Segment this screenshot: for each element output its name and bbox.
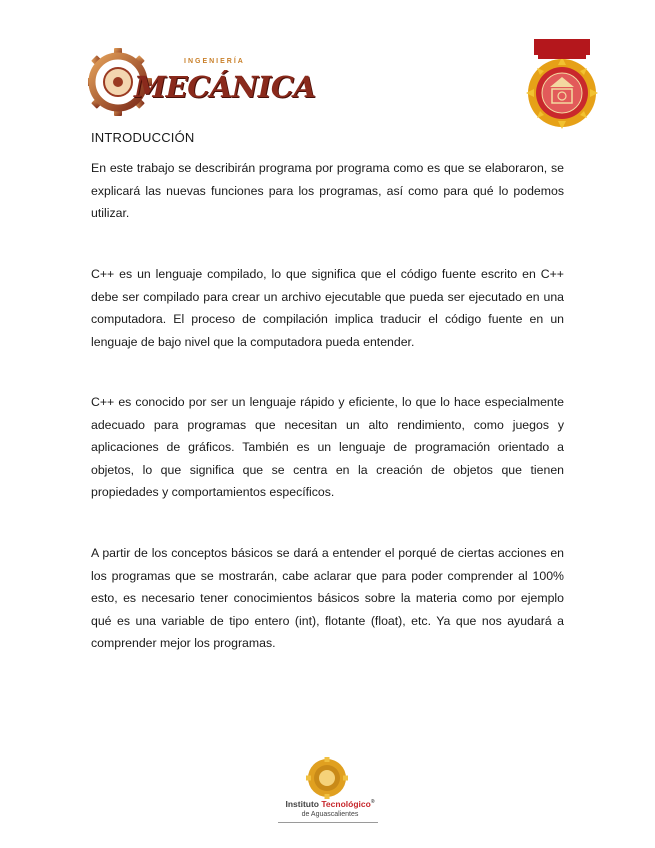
page-heading: INTRODUCCIÓN [91, 130, 195, 145]
logo-wordmark: MECÁNICA [134, 70, 316, 104]
footer-registered-mark: ® [370, 799, 375, 806]
footer-subtitle: de Aguascalientes [301, 811, 359, 818]
paragraph-performance: C++ es conocido por ser un lenguaje rápido y eficiente, lo que lo hace especialmente adecuado para programas que necesitan un alto rendimiento, como juegos y aplicaciones de gráficos. También es un lenguaje de programación orientado a objetos, lo que significa que se centra en la creación de objetos que tienen propiedades y comportamientos específicos. [91, 395, 564, 499]
footer-seal-logo [306, 757, 348, 799]
footer-institution-name [270, 799, 390, 809]
instituto-seal-logo [524, 37, 600, 129]
footer-divider [278, 822, 378, 823]
paragraph-basics: A partir de los conceptos básicos se dará a entender el porqué de ciertas acciones en los programas que se mostrarán, cabe aclarar que para poder comprender al 100% esto, es necesario tener conocimientos básicos sobre la materia como por ejemplo qué es una variable de tipo entero (int), flotante (float), etc. Ya que nos ayudará a comprender mejor los programas. [91, 546, 564, 650]
seal-icon [524, 37, 600, 129]
footer-name-part1: Instituto [285, 799, 322, 809]
footer-gear-icon [306, 757, 348, 799]
paragraph-compiled: C++ es un lenguaje compilado, lo que significa que el código fuente escrito en C++ debe ser compilado para crear un archivo ejecutable que pueda ser ejecutado en una computadora. El proceso de compilación implica traducir el código fuente en un lenguaje de bajo nivel que la computadora pueda entender. [91, 267, 564, 349]
logo-subtitle: INGENIERÍA [184, 58, 245, 65]
footer-name-part2: Tecnológico [321, 799, 371, 809]
paragraph-intro: En este trabajo se describirán programa por programa como es que se elaboraron, se explicará las nuevas funciones para los programas, así como para qué lo podemos utilizar. [91, 161, 564, 220]
mecanica-logo [88, 36, 316, 128]
